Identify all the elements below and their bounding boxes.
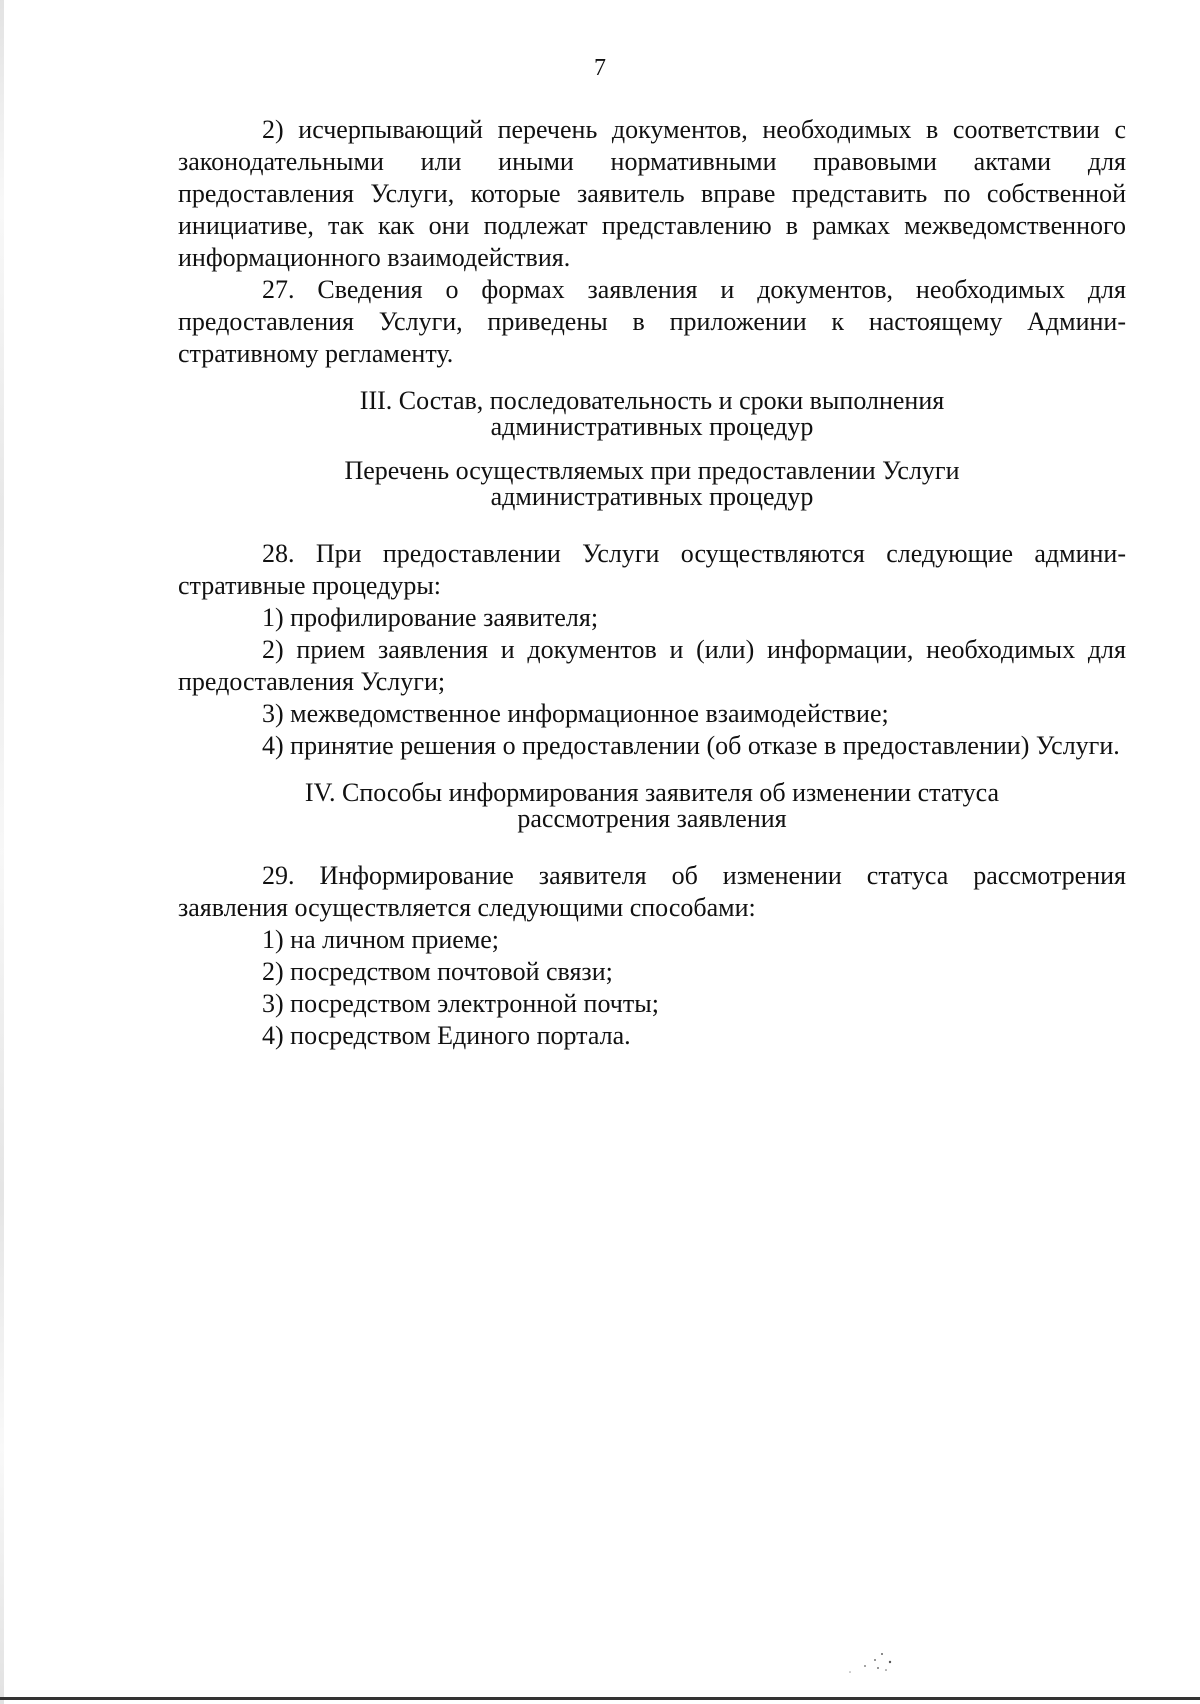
section-4-heading xyxy=(178,780,1126,832)
paragraph-27: 27. Сведения о формах заявления и документов, необходимых для предоставления Услуги, приведены в приложении к настоящему Административному регламенту. xyxy=(178,275,1126,368)
list-item: 1) на личном приеме; xyxy=(262,925,500,954)
scan-edge-artifact xyxy=(0,0,4,1704)
list-item: 2) прием заявления и документов и (или) информации, необходимых для предоставления Услуги; xyxy=(178,635,1126,696)
subsection-heading-line-2: административных процедур xyxy=(490,482,814,511)
paragraph-28: 28. При предоставлении Услуги осуществляются следующие административные процедуры: xyxy=(178,539,1126,600)
section-4-heading-line-2: рассмотрения заявления xyxy=(517,804,787,833)
list-item: 4) посредством Единого портала. xyxy=(262,1021,631,1050)
bottom-scan-border xyxy=(0,1697,1200,1700)
list-item: 3) межведомственное информационное взаимодействие; xyxy=(262,699,889,728)
list-item: 2) посредством почтовой связи; xyxy=(262,957,613,986)
paragraph-29: 29. Информирование заявителя об изменении статуса рассмотрения заявления осуществляется следующими способами: xyxy=(178,861,1126,922)
section-3-heading-line-1: III. Состав, последовательность и сроки выполнения xyxy=(359,386,945,415)
subsection-heading xyxy=(178,458,1126,510)
list-item: 4) принятие решения о предоставлении (об отказе в предоставлении) Услуги. xyxy=(262,731,1120,760)
document-body xyxy=(178,114,1126,1052)
page-number: 7 xyxy=(594,55,606,81)
subsection-heading-line-1: Перечень осуществляемых при предоставлении Услуги xyxy=(344,456,960,485)
section-3-heading-line-2: административных процедур xyxy=(490,412,814,441)
scan-dust-artifact xyxy=(820,1648,900,1678)
section-4-heading-line-1: IV. Способы информирования заявителя об изменении статуса xyxy=(304,778,1000,807)
section-3-heading xyxy=(178,388,1126,440)
list-item: 3) посредством электронной почты; xyxy=(262,989,659,1018)
list-item: 1) профилирование заявителя; xyxy=(262,603,599,632)
paragraph-item-2: 2) исчерпывающий перечень документов, необходимых в соответствии с законодательными или иными нормативными правовыми актами для предоставления Услуги, которые заявитель вправе представить по собственной инициативе, так как они подлежат представлению в рамках межведомственного информационного взаимодействия. xyxy=(178,115,1126,272)
